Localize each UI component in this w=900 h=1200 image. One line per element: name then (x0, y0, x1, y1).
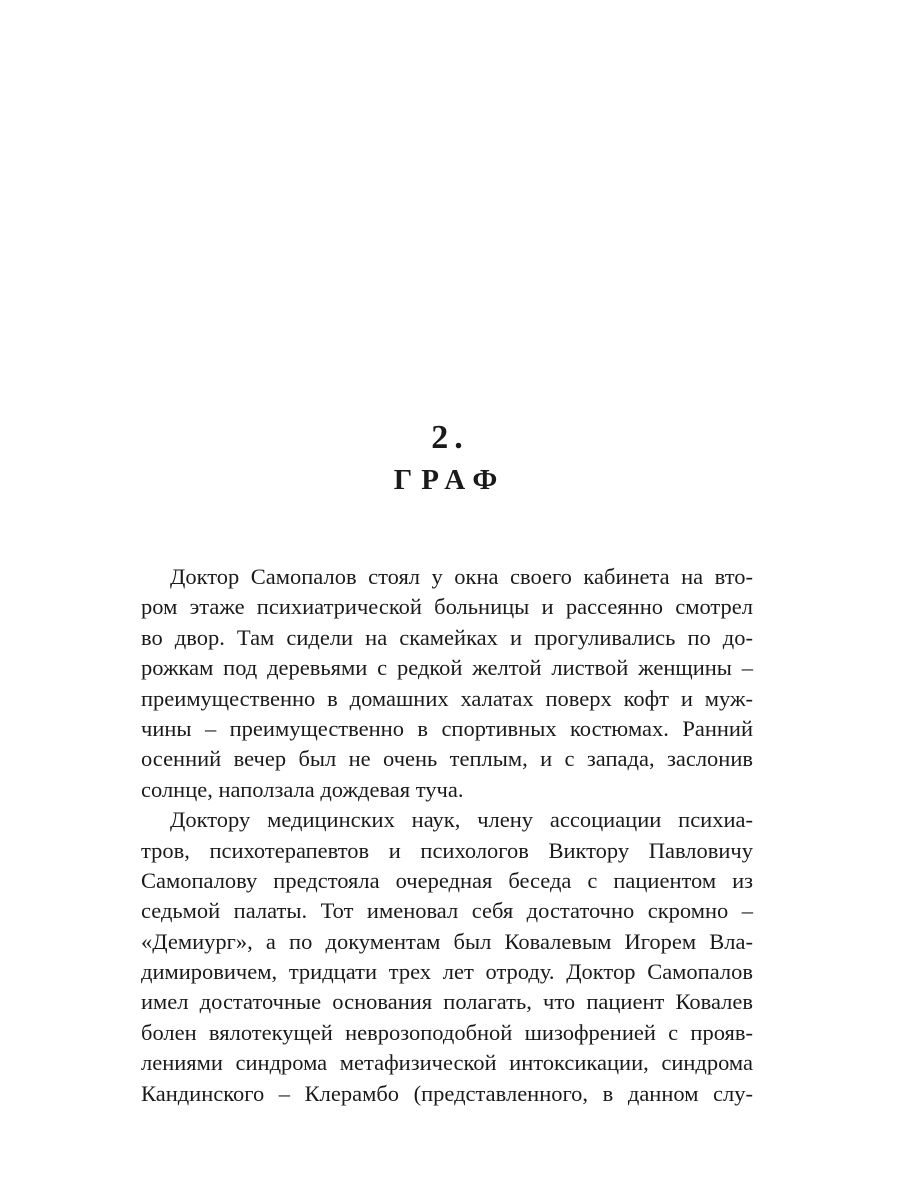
text-line: ром этаже психиатрической больницы и рассеянно смотрел (141, 594, 753, 620)
chapter-title: ГРАФ (393, 464, 507, 496)
text-line: Доктору медицинских наук, члену ассоциации психиа- (170, 807, 753, 833)
paragraph-1 (141, 562, 753, 805)
text-line: «Демиург», а по документам был Ковалевым Игорем Вла- (141, 928, 753, 954)
text-line: тров, психотерапевтов и психологов Виктору Павловичу (141, 837, 753, 863)
text-line: чины – преимущественно в спортивных костюмах. Ранний (141, 715, 753, 741)
text-line: во двор. Там сидели на скамейках и прогуливались по до- (141, 624, 753, 650)
text-line: имел достаточные основания полагать, что пациент Ковалев (141, 989, 753, 1015)
text-line: преимущественно в домашних халатах поверх кофт и муж- (141, 685, 753, 711)
text-line: солнце, наползала дождевая туча. (141, 776, 464, 802)
text-line: Самопалову предстояла очередная беседа с пациентом из (141, 867, 753, 893)
text-line: Кандинского – Клерамбо (представленного, в данном слу- (141, 1080, 753, 1106)
chapter-number: 2. (431, 419, 469, 456)
text-line: седьмой палаты. Тот именовал себя достаточно скромно – (141, 898, 753, 924)
paragraph-2 (141, 805, 753, 1109)
text-line: димировичем, тридцати трех лет отроду. Доктор Самопалов (141, 959, 753, 985)
text-line: осенний вечер был не очень теплым, и с запада, заслонив (141, 746, 753, 772)
text-line: болен вялотекущей неврозоподобной шизофренией с прояв- (141, 1019, 753, 1045)
chapter-body (141, 562, 753, 1109)
text-line: Доктор Самопалов стоял у окна своего кабинета на вто- (170, 564, 753, 589)
text-line: лениями синдрома метафизической интоксикации, синдрома (141, 1050, 753, 1076)
text-line: рожкам под деревьями с редкой желтой листвой женщины – (141, 655, 753, 681)
